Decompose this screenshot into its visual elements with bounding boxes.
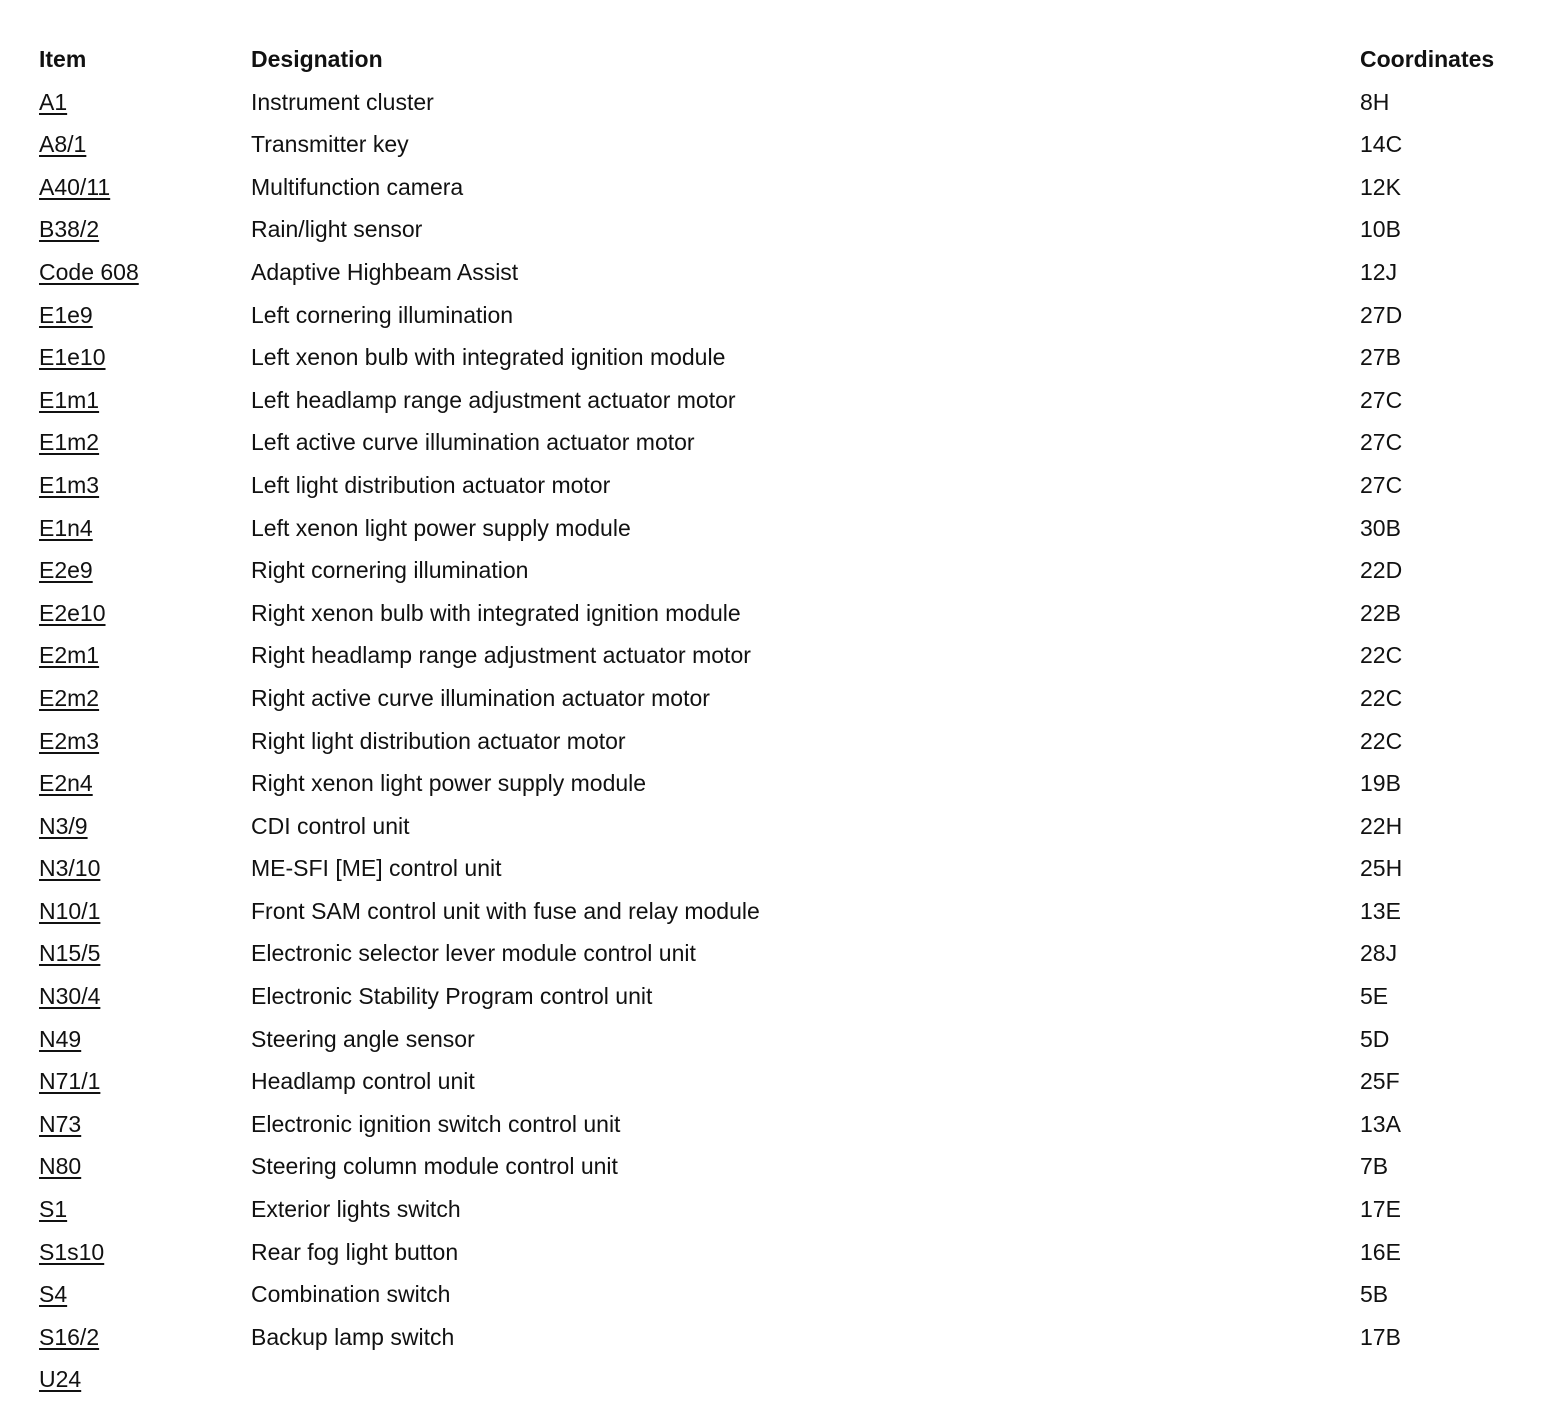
item-cell <box>39 762 93 805</box>
designation-cell: Left headlamp range adjustment actuator motor <box>251 386 736 413</box>
header-designation: Designation <box>251 46 383 72</box>
designation-cell: Left xenon bulb with integrated ignition module <box>251 344 726 371</box>
table-row <box>39 1018 1539 1061</box>
designation-cell: Left light distribution actuator motor <box>251 471 611 498</box>
table-row <box>39 251 1539 294</box>
coordinates-cell: 27C <box>1360 429 1403 456</box>
designation-cell: Exterior lights switch <box>251 1196 461 1223</box>
item-link[interactable]: S16/2 <box>39 1323 100 1350</box>
designation-cell: Left active curve illumination actuator motor <box>251 429 695 456</box>
item-cell <box>39 932 100 975</box>
item-cell <box>39 890 100 933</box>
designation-cell: Rain/light sensor <box>251 216 423 243</box>
item-link[interactable]: E2m1 <box>39 642 100 669</box>
item-link[interactable]: B38/2 <box>39 216 100 243</box>
component-legend-table <box>39 38 1539 1401</box>
item-link[interactable]: N10/1 <box>39 897 101 924</box>
table-row <box>39 294 1539 337</box>
table-row <box>39 762 1539 805</box>
item-link[interactable]: E1m3 <box>39 471 100 498</box>
coordinates-cell: 27D <box>1360 301 1403 328</box>
coordinates-cell: 17E <box>1360 1196 1401 1223</box>
designation-cell: ME-SFI [ME] control unit <box>251 855 502 882</box>
coordinates-cell: 7B <box>1360 1153 1389 1180</box>
coordinates-cell: 12J <box>1360 258 1398 285</box>
item-cell <box>39 805 88 848</box>
item-link[interactable]: S4 <box>39 1281 68 1308</box>
designation-cell: Right xenon bulb with integrated ignition module <box>251 599 741 626</box>
coordinates-cell: 22C <box>1360 684 1403 711</box>
item-cell <box>39 549 93 592</box>
item-link[interactable]: Code 608 <box>39 258 139 285</box>
table-header <box>39 38 1539 81</box>
designation-cell: Steering angle sensor <box>251 1025 475 1052</box>
coordinates-cell: 27B <box>1360 344 1401 371</box>
item-cell <box>39 592 106 635</box>
item-link[interactable]: E1e9 <box>39 301 93 328</box>
table-row <box>39 1103 1539 1146</box>
coordinates-cell: 10B <box>1360 216 1401 243</box>
item-link[interactable]: N15/5 <box>39 940 101 967</box>
header-coordinates: Coordinates <box>1360 46 1495 72</box>
designation-cell: Backup lamp switch <box>251 1323 455 1350</box>
item-cell <box>39 208 99 251</box>
item-cell <box>39 507 93 550</box>
coordinates-cell: 22B <box>1360 599 1401 626</box>
table-row <box>39 1316 1539 1359</box>
table-row <box>39 1358 1539 1401</box>
table-row <box>39 805 1539 848</box>
item-cell <box>39 421 99 464</box>
table-row <box>39 336 1539 379</box>
table-row <box>39 890 1539 933</box>
designation-cell: Rear fog light button <box>251 1238 459 1265</box>
item-cell <box>39 251 139 294</box>
item-cell <box>39 1316 99 1359</box>
designation-cell: Instrument cluster <box>251 88 434 115</box>
designation-cell: Electronic Stability Program control unit <box>251 983 653 1010</box>
table-row <box>39 507 1539 550</box>
item-cell <box>39 1273 67 1316</box>
item-cell <box>39 379 99 422</box>
coordinates-cell: 27C <box>1360 471 1403 498</box>
item-link[interactable]: E2m3 <box>39 727 100 754</box>
coordinates-cell: 13A <box>1360 1110 1401 1137</box>
table-row <box>39 549 1539 592</box>
coordinates-cell: 22D <box>1360 557 1403 584</box>
coordinates-cell: 19B <box>1360 770 1401 797</box>
designation-cell: Left cornering illumination <box>251 301 514 328</box>
table-row <box>39 123 1539 166</box>
table-row <box>39 166 1539 209</box>
coordinates-cell: 27C <box>1360 386 1403 413</box>
table-row <box>39 464 1539 507</box>
designation-cell: Front SAM control unit with fuse and relay module <box>251 897 760 924</box>
item-cell <box>39 294 93 337</box>
designation-cell: Right xenon light power supply module <box>251 770 647 797</box>
item-cell <box>39 1358 81 1401</box>
designation-cell: Electronic ignition switch control unit <box>251 1110 621 1137</box>
table-row <box>39 677 1539 720</box>
item-link[interactable]: U24 <box>39 1366 82 1393</box>
item-link[interactable]: N30/4 <box>39 983 101 1010</box>
table-row <box>39 1060 1539 1103</box>
table-row <box>39 975 1539 1018</box>
item-cell <box>39 1103 81 1146</box>
item-cell <box>39 336 106 379</box>
table-row <box>39 932 1539 975</box>
item-link[interactable]: E1m2 <box>39 429 100 456</box>
item-link[interactable]: E2m2 <box>39 684 100 711</box>
item-cell <box>39 720 99 763</box>
table-row <box>39 81 1539 124</box>
designation-cell: Electronic selector lever module control unit <box>251 940 696 967</box>
table-row <box>39 1231 1539 1274</box>
designation-cell: Multifunction camera <box>251 173 464 200</box>
coordinates-cell: 16E <box>1360 1238 1401 1265</box>
item-cell <box>39 1018 81 1061</box>
item-cell <box>39 123 86 166</box>
coordinates-cell: 25H <box>1360 855 1403 882</box>
table-row <box>39 208 1539 251</box>
designation-cell: Right light distribution actuator motor <box>251 727 626 754</box>
item-cell <box>39 464 99 507</box>
table-row <box>39 592 1539 635</box>
item-link[interactable]: N71/1 <box>39 1068 101 1095</box>
designation-cell: Right active curve illumination actuator motor <box>251 684 710 711</box>
table-row <box>39 847 1539 890</box>
designation-cell: Transmitter key <box>251 131 409 158</box>
item-cell <box>39 847 100 890</box>
item-cell <box>39 81 67 124</box>
coordinates-cell: 13E <box>1360 897 1401 924</box>
item-link[interactable]: N3/10 <box>39 855 101 882</box>
coordinates-cell: 28J <box>1360 940 1398 967</box>
designation-cell: Right cornering illumination <box>251 557 529 584</box>
table-row <box>39 1188 1539 1231</box>
designation-cell: Right headlamp range adjustment actuator motor <box>251 642 751 669</box>
coordinates-cell: 8H <box>1360 88 1390 115</box>
designation-cell: Steering column module control unit <box>251 1153 618 1180</box>
designation-cell: Combination switch <box>251 1281 451 1308</box>
item-link[interactable]: A8/1 <box>39 131 87 158</box>
coordinates-cell: 22C <box>1360 727 1403 754</box>
item-link[interactable]: A40/11 <box>39 173 111 200</box>
table-row <box>39 720 1539 763</box>
item-link[interactable]: E1n4 <box>39 514 93 541</box>
table-row <box>39 1273 1539 1316</box>
designation-cell: Adaptive Highbeam Assist <box>251 258 519 285</box>
header-item: Item <box>39 46 87 72</box>
item-cell <box>39 1060 100 1103</box>
coordinates-cell: 17B <box>1360 1323 1401 1350</box>
item-link[interactable]: N80 <box>39 1153 82 1180</box>
item-link[interactable]: S1s10 <box>39 1238 105 1265</box>
item-cell <box>39 1231 104 1274</box>
coordinates-cell: 25F <box>1360 1068 1400 1095</box>
item-link[interactable]: E2e10 <box>39 599 106 626</box>
table-body <box>39 81 1539 1401</box>
item-link[interactable]: E2e9 <box>39 557 93 584</box>
item-cell <box>39 1145 81 1188</box>
item-cell <box>39 677 99 720</box>
designation-cell: Headlamp control unit <box>251 1068 475 1095</box>
designation-cell: Left xenon light power supply module <box>251 514 631 541</box>
item-cell <box>39 1188 67 1231</box>
coordinates-cell: 30B <box>1360 514 1401 541</box>
table-row <box>39 634 1539 677</box>
item-link[interactable]: A1 <box>39 88 68 115</box>
item-link[interactable]: S1 <box>39 1196 68 1223</box>
item-link[interactable]: N73 <box>39 1110 82 1137</box>
coordinates-cell: 22H <box>1360 812 1403 839</box>
table-row <box>39 421 1539 464</box>
item-cell <box>39 166 110 209</box>
item-cell <box>39 634 99 677</box>
item-link[interactable]: E1e10 <box>39 344 106 371</box>
item-link[interactable]: E2n4 <box>39 770 93 797</box>
table-row <box>39 379 1539 422</box>
coordinates-cell: 12K <box>1360 173 1401 200</box>
coordinates-cell: 22C <box>1360 642 1403 669</box>
coordinates-cell: 5D <box>1360 1025 1390 1052</box>
item-link[interactable]: N3/9 <box>39 812 88 839</box>
table-row <box>39 1145 1539 1188</box>
item-cell <box>39 975 100 1018</box>
coordinates-cell: 5E <box>1360 983 1389 1010</box>
item-link[interactable]: E1m1 <box>39 386 100 413</box>
coordinates-cell: 5B <box>1360 1281 1389 1308</box>
coordinates-cell: 14C <box>1360 131 1403 158</box>
designation-cell: CDI control unit <box>251 812 410 839</box>
item-link[interactable]: N49 <box>39 1025 82 1052</box>
